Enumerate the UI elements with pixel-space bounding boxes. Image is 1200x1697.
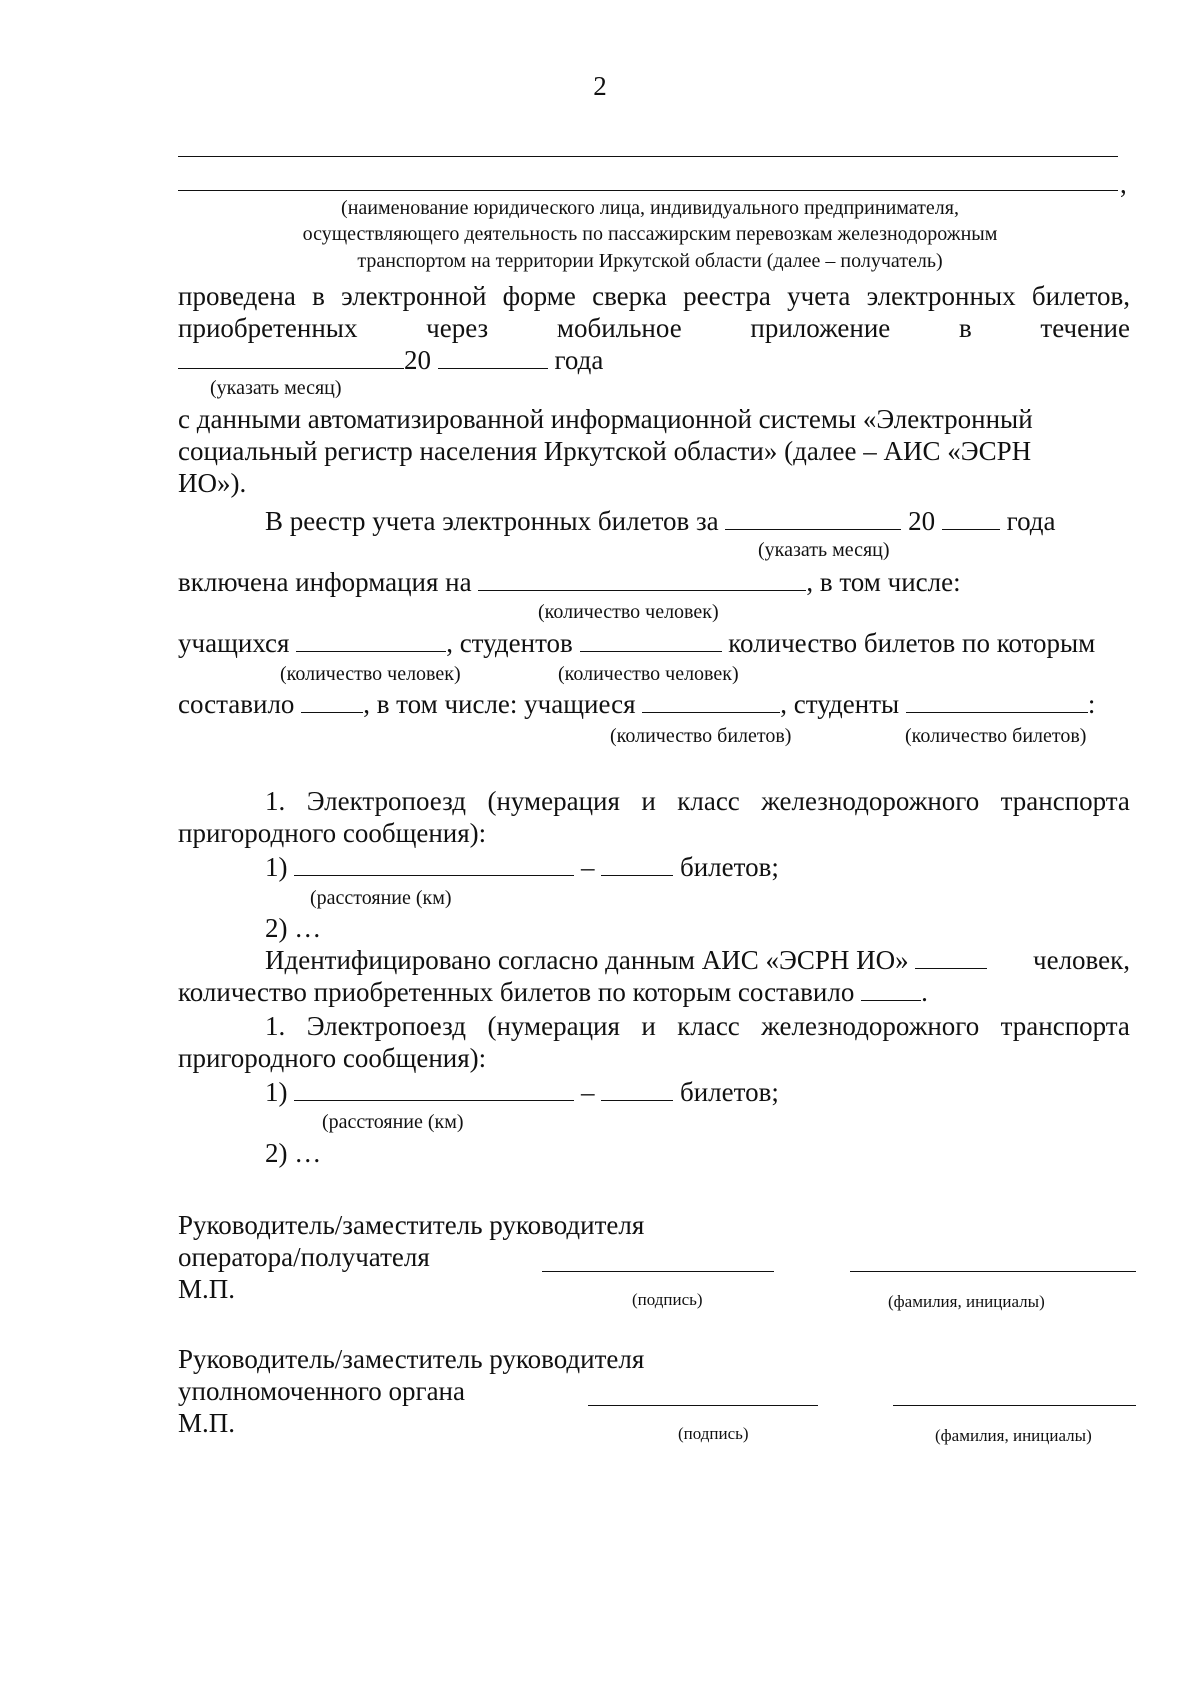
word: в [312, 281, 325, 311]
word: класс [677, 786, 740, 816]
students-tickets-blank[interactable] [906, 690, 1088, 713]
distance-blank[interactable] [294, 1078, 574, 1101]
distance-caption: (расстояние (км) [322, 1111, 464, 1133]
registry-twenty: 20 [908, 506, 936, 536]
para1-line-5: социальный регистр населения Иркутской области» (далее – АИС «ЭСРН [178, 436, 1032, 466]
registry-text: В реестр учета электронных билетов за [265, 506, 719, 536]
people-caption: (количество человек) [538, 601, 719, 623]
word: 1. [265, 1011, 286, 1041]
including-text: , в том числе: [806, 567, 961, 597]
made-up-text: составило [178, 689, 295, 719]
signature2-sign-caption: (подпись) [678, 1424, 749, 1443]
people-total-blank[interactable] [478, 568, 806, 591]
section1-item-line-1 [265, 785, 1130, 817]
colon: : [1087, 689, 1096, 719]
section2-sub2: 2) … [265, 1138, 322, 1168]
word: железнодорожного [761, 786, 980, 816]
section1-item-line-2: пригородного сообщения): [178, 818, 487, 848]
identified-people-blank[interactable] [915, 946, 987, 969]
identified-text: Идентифицировано согласно данным АИС «ЭСРН ИО» [265, 945, 909, 975]
registry-line [265, 505, 1056, 537]
header-caption-line-1: (наименование юридического лица, индивидуального предпринимателя, [341, 197, 959, 219]
identified-period: . [921, 977, 928, 1007]
total-tickets-blank[interactable] [301, 690, 363, 713]
header-trailing-comma: , [1120, 169, 1127, 199]
signature2-sign-line[interactable] [588, 1405, 818, 1406]
signature2-line-2: уполномоченного органа [178, 1376, 465, 1406]
registry-month-blank[interactable] [725, 507, 901, 530]
page-number: 2 [593, 71, 607, 101]
twenty-label: 20 [404, 345, 431, 375]
including-pupils-text: , в том числе: учащиеся [363, 689, 636, 719]
identified-tickets-text: количество приобретенных билетов по которым составило [178, 977, 855, 1007]
word: электронной [341, 281, 487, 311]
word: (нумерация [487, 786, 620, 816]
pupils-people-caption: (количество человек) [280, 663, 461, 685]
word: Электропоезд [306, 786, 467, 816]
signature2-line-1: Руководитель/заместитель руководителя [178, 1344, 645, 1374]
word: мобильное [556, 313, 682, 343]
pupils-count-blank[interactable] [296, 629, 446, 652]
year-blank[interactable] [438, 346, 548, 369]
word: сверка [592, 281, 667, 311]
included-text: включена информация на [178, 567, 472, 597]
pupils-line [178, 627, 1095, 659]
signature1-name-line[interactable] [850, 1271, 1136, 1272]
word: и [641, 786, 656, 816]
students-tickets-text: , студенты [780, 689, 900, 719]
sub1-num: 1) [265, 1077, 288, 1107]
word: Электропоезд [306, 1011, 467, 1041]
month-caption: (указать месяц) [210, 377, 342, 399]
header-blank-line-2 [178, 190, 1118, 191]
section2-item-line-1 [265, 1010, 1130, 1042]
para1-line-4: с данными автоматизированной информационной системы «Электронный [178, 404, 1033, 434]
word: приложение [750, 313, 891, 343]
word: класс [677, 1011, 740, 1041]
students-text: , студентов [446, 628, 573, 658]
header-blank-line-1 [178, 156, 1118, 157]
students-tickets-caption: (количество билетов) [905, 725, 1087, 747]
word: электронных [866, 281, 1016, 311]
distance-blank[interactable] [294, 853, 574, 876]
section1-sub1 [265, 851, 779, 883]
identified-tickets-blank[interactable] [861, 978, 921, 1001]
tickets-word: билетов; [680, 852, 779, 882]
word: билетов, [1031, 281, 1130, 311]
included-line [178, 566, 961, 598]
students-count-blank[interactable] [580, 629, 722, 652]
distance-caption: (расстояние (км) [310, 887, 452, 909]
made-up-line [178, 688, 1095, 720]
signature1-name-caption: (фамилия, инициалы) [888, 1292, 1045, 1311]
registry-month-caption: (указать месяц) [758, 539, 890, 561]
month-blank[interactable] [178, 346, 404, 369]
word: форме [502, 281, 576, 311]
pupils-tickets-caption: (количество билетов) [610, 725, 792, 747]
signature1-sign-line[interactable] [542, 1271, 774, 1272]
signature1-line-2: оператора/получателя [178, 1242, 430, 1272]
word: течение [1040, 313, 1130, 343]
section2-sub1 [265, 1076, 779, 1108]
identified-people-word: человек, [1033, 945, 1130, 975]
identified-line-1 [265, 944, 1130, 976]
word: приобретенных [178, 313, 358, 343]
signature2-stamp: М.П. [178, 1408, 236, 1438]
year-label: года [554, 345, 604, 375]
tickets-word: билетов; [680, 1077, 779, 1107]
header-caption-line-3: транспортом на территории Иркутской области (далее – получатель) [357, 250, 943, 272]
word: через [426, 313, 489, 343]
dash: – [581, 852, 595, 882]
word: 1. [265, 786, 286, 816]
word: в [958, 313, 972, 343]
signature2-name-caption: (фамилия, инициалы) [935, 1426, 1092, 1445]
word: учета [787, 281, 851, 311]
signature1-sign-caption: (подпись) [632, 1290, 703, 1309]
para1-line-2 [178, 312, 1130, 344]
word: (нумерация [487, 1011, 620, 1041]
header-caption-line-2: осуществляющего деятельность по пассажирским перевозкам железнодорожным [302, 223, 998, 245]
registry-year: года [1006, 506, 1056, 536]
registry-year-blank[interactable] [942, 507, 1000, 530]
section2-item-line-2: пригородного сообщения): [178, 1043, 487, 1073]
word: железнодорожного [761, 1011, 980, 1041]
tickets-count-blank[interactable] [601, 1078, 673, 1101]
dash: – [581, 1077, 595, 1107]
word: транспорта [1000, 1011, 1130, 1041]
section1-sub2: 2) … [265, 913, 322, 943]
students-people-caption: (количество человек) [558, 663, 739, 685]
para1-line-1 [178, 280, 1130, 312]
identified-line-2 [178, 976, 928, 1008]
word: проведена [178, 281, 296, 311]
tickets-count-blank[interactable] [601, 853, 673, 876]
para1-line-6: ИО»). [178, 468, 247, 498]
para1-line-3 [178, 344, 603, 376]
pupils-tickets-blank[interactable] [642, 690, 780, 713]
tickets-text: количество билетов по которым [728, 628, 1096, 658]
signature1-line-1: Руководитель/заместитель руководителя [178, 1210, 645, 1240]
signature2-name-line[interactable] [893, 1405, 1136, 1406]
word: транспорта [1000, 786, 1130, 816]
word: и [641, 1011, 656, 1041]
word: реестра [683, 281, 771, 311]
sub1-num: 1) [265, 852, 288, 882]
pupils-text: учащихся [178, 628, 290, 658]
signature1-stamp: М.П. [178, 1274, 236, 1304]
